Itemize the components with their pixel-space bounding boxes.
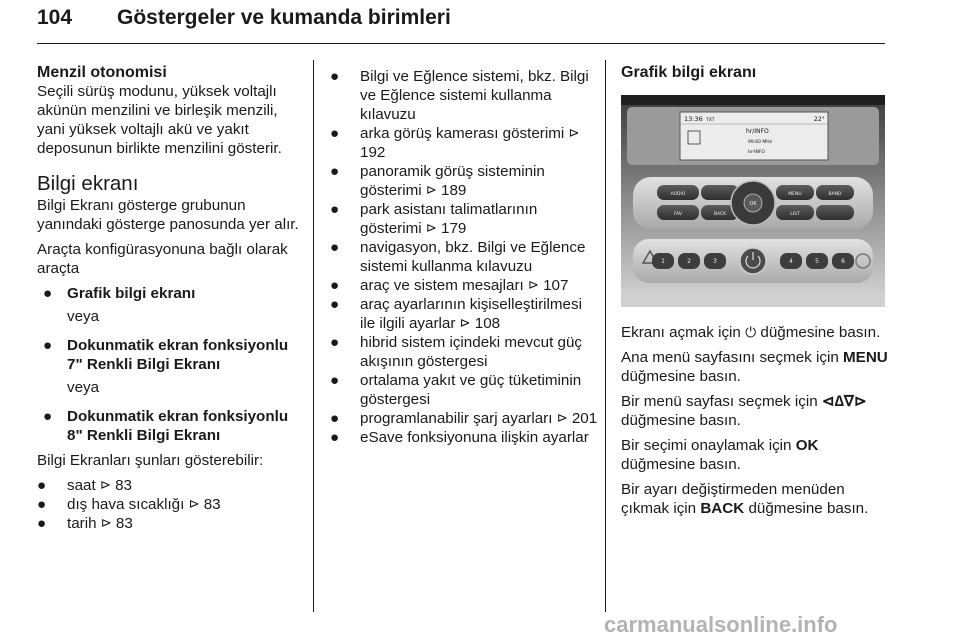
page-reference[interactable]: 192	[360, 144, 386, 161]
cross-reference-arrow-icon: ⊳	[568, 125, 580, 140]
instruction-menu: Ana menü sayfasını seçmek için MENU düğmesine basın.	[621, 349, 888, 385]
power-symbol-icon: ⏻	[745, 324, 757, 340]
column-3	[621, 63, 891, 82]
radio-panel-photo	[621, 95, 885, 307]
page-header	[37, 6, 885, 46]
col2-item: ● navigasyon, bkz. Bilgi ve Eğlence sistemi kullanma kılavuzu	[330, 239, 586, 275]
option-8inch: ● Dokunmatik ekran fonksiyonlu 8" Renkli Bilgi Ekranı	[43, 408, 289, 444]
screen-info-title: hr/INFO	[746, 128, 769, 135]
paragraph-config: Araçta konfigürasyonuna bağlı olarak araçta	[37, 241, 288, 277]
instruction-ok: Bir seçimi onaylamak için OK düğmesine basın.	[621, 437, 819, 473]
svg-text:BACK: BACK	[713, 212, 727, 217]
col1-item: ● saat ⊳ 83	[37, 477, 132, 494]
bullet-icon: ●	[37, 515, 47, 532]
preset-label: 5	[815, 258, 819, 265]
svg-text:MENU: MENU	[788, 192, 802, 197]
col2-item: ● programlanabilir şarj ayarları ⊳ 201	[330, 410, 598, 427]
bullet-icon: ●	[37, 496, 47, 513]
cross-reference-arrow-icon: ⊳	[527, 277, 539, 292]
option-graphic: ● Grafik bilgi ekranı	[43, 285, 196, 302]
col2-item: ● araç ve sistem mesajları ⊳ 107	[330, 277, 569, 294]
page-reference[interactable]: 189	[441, 182, 467, 199]
instruction-back: Bir ayarı değiştirmeden menüden çıkmak için BACK düğmesine basın.	[621, 481, 869, 517]
cross-reference-arrow-icon: ⊳	[459, 315, 471, 330]
preset-label: 3	[713, 258, 717, 265]
page-reference[interactable]: 83	[115, 515, 133, 532]
page-reference[interactable]: 83	[115, 477, 132, 494]
bullet-icon: ●	[330, 429, 340, 446]
bullet-icon: ●	[330, 239, 340, 256]
cross-reference-arrow-icon: ⊳	[100, 515, 112, 530]
col1-item: ● tarih ⊳ 83	[37, 515, 133, 532]
preset-label: 2	[687, 258, 691, 265]
svg-text:OK: OK	[749, 201, 757, 207]
bullet-icon: ●	[330, 372, 340, 389]
page-reference[interactable]: 201	[571, 410, 598, 427]
svg-text:BAND: BAND	[828, 192, 842, 197]
bullet-icon: ●	[330, 201, 340, 218]
option-7inch: ● Dokunmatik ekran fonksiyonlu 7" Renkli Bilgi Ekranı	[43, 337, 289, 373]
preset-label: 4	[789, 258, 793, 265]
col2-item: ● panoramik görüş sisteminin gösterimi ⊳ 189	[330, 163, 545, 199]
page-reference[interactable]: 107	[543, 277, 569, 294]
col2-item: ● hibrid sistem içindeki mevcut güç akışının göstergesi	[330, 334, 582, 370]
column-3-text	[621, 323, 891, 518]
screen-temp: 22°	[814, 116, 825, 123]
page-title: Göstergeler ve kumanda birimleri	[117, 6, 451, 29]
cross-reference-arrow-icon: ⊳	[425, 182, 437, 197]
or-text-1: veya	[67, 308, 100, 325]
bullet-icon: ●	[330, 125, 340, 142]
svg-text:AUDIO: AUDIO	[670, 192, 686, 197]
preset-label: 6	[841, 258, 845, 265]
tp-button[interactable]	[816, 205, 854, 220]
bullet-icon: ●	[330, 334, 340, 351]
col2-item: ● park asistanı talimatlarının gösterimi ⊳ 179	[330, 201, 538, 237]
column-2	[330, 67, 598, 447]
cross-reference-arrow-icon: ⊳	[425, 220, 437, 235]
column-divider-1	[313, 60, 314, 612]
bullet-icon: ●	[330, 410, 340, 427]
svg-text:LIST: LIST	[790, 212, 800, 217]
watermark: carmanualsonline.info	[604, 612, 838, 637]
screen-frequency: 99.60 MHz	[748, 140, 772, 145]
column-1	[37, 63, 305, 533]
col1-item: ● dış hava sıcaklığı ⊳ 83	[37, 496, 221, 513]
heading-graphic-display: Grafik bilgi ekranı	[621, 64, 757, 81]
paragraph-shows: Bilgi Ekranları şunları gösterebilir:	[37, 452, 264, 469]
page-reference[interactable]: 83	[203, 496, 221, 513]
page-reference[interactable]: 179	[441, 220, 467, 237]
instruction-power: Ekranı açmak için ⏻ düğmesine basın.	[621, 324, 881, 341]
page-number: 104	[37, 6, 73, 29]
heading-range: Menzil otonomisi	[37, 64, 167, 81]
col2-item: ● araç ayarlarının kişiselleştirilmesi ile ilgili ayarlar ⊳ 108	[330, 296, 582, 332]
cross-reference-arrow-icon: ⊳	[188, 496, 200, 511]
screen-station: hr-INFO	[748, 150, 765, 155]
header-rule	[37, 43, 885, 44]
col2-item: ● Bilgi ve Eğlence sistemi, bkz. Bilgi ve Eğlence sistemi kullanma kılavuzu	[330, 68, 589, 123]
heading-info-display: Bilgi ekranı	[37, 172, 139, 195]
screen-time: 13:36	[684, 115, 703, 123]
column-divider-2	[605, 60, 606, 612]
bullet-icon: ●	[330, 163, 340, 180]
or-text-2: veya	[67, 379, 100, 396]
bullet-icon: ●	[330, 277, 340, 294]
paragraph-info-location: Bilgi Ekranı gösterge grubunun yanındaki gösterge panosunda yer alır.	[37, 197, 299, 233]
cross-reference-arrow-icon: ⊳	[556, 410, 568, 425]
instruction-select: Bir menü sayfası seçmek için ⊲∆∇⊳ düğmesine basın.	[621, 393, 867, 429]
preset-label: 1	[661, 258, 665, 265]
bullet-icon: ●	[330, 296, 340, 313]
power-knob[interactable]	[740, 248, 766, 274]
arrow-keys-icon: ⊲∆∇⊳	[821, 393, 867, 410]
page-reference[interactable]: 108	[474, 315, 501, 332]
bullet-icon: ●	[330, 68, 340, 85]
paragraph-range: Seçili sürüş modunu, yüksek voltajlı akünün menzilini ve birleşik menzili, yani yüksek voltajlı akü ve yakıt deposunun birlikte menzilini gösterir.	[37, 83, 282, 157]
col2-item: ● arka görüş kamerası gösterimi ⊳ 192	[330, 125, 580, 161]
cross-reference-arrow-icon: ⊳	[99, 477, 111, 492]
bullet-icon: ●	[37, 477, 47, 494]
col2-item: ● eSave fonksiyonuna ilişkin ayarlar	[330, 429, 589, 446]
screen-txt: TXT	[706, 118, 715, 123]
svg-text:FAV: FAV	[673, 212, 683, 217]
col2-item: ● ortalama yakıt ve güç tüketiminin göstergesi	[330, 372, 582, 408]
